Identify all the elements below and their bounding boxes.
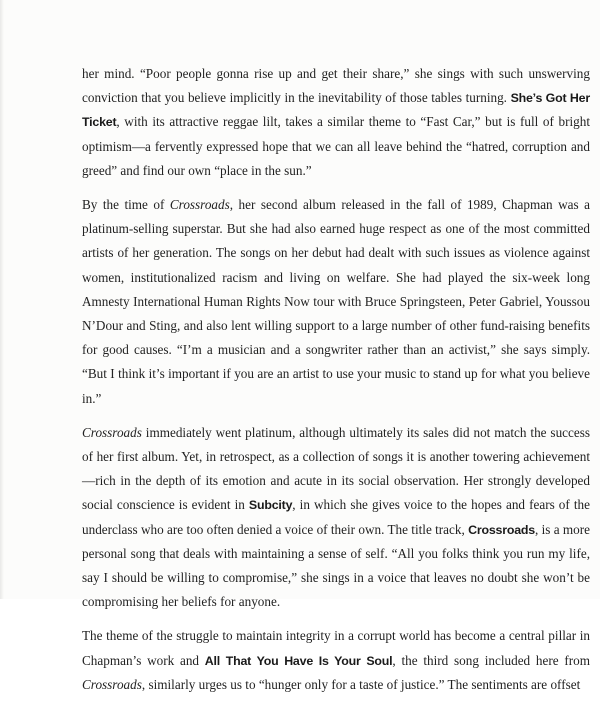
text-run: The theme of the struggle to maintain integrity in a corrupt world has become a central pillar in Chapman’s work and	[82, 628, 590, 668]
song-title-subcity: Subcity	[248, 498, 293, 513]
song-title-shes-got-her-ticket: She’s Got Her Ticket	[82, 91, 590, 130]
text-run: , with its attractive reggae lilt, takes a similar theme to “Fast Car,” but is full of bright optimism—a fervently expressed hope that we can all leave behind the “hatred, corruption and greed” and find our own “place in the sun.”	[82, 114, 590, 178]
paragraph-1	[82, 62, 590, 183]
paragraph-3	[82, 421, 590, 615]
album-title-crossroads: Crossroads	[82, 424, 142, 440]
text-run: , the third song included here from	[392, 652, 591, 668]
song-title-crossroads: Crossroads	[468, 522, 535, 537]
article-body	[82, 62, 590, 707]
text-run: By the time of	[82, 197, 170, 213]
paragraph-4	[82, 624, 590, 697]
paragraph-2	[82, 193, 590, 411]
page-edge-shadow	[0, 0, 4, 599]
album-title-crossroads: Crossroads	[82, 676, 142, 692]
text-run: immediately went platinum, although ultimately its sales did not match the success of her first album. Yet, in retrospect, as a collection of songs it is another towering achievement—rich in the depth of its emotion and acute in its social observation. Her strongly developed social conscience is evident in	[82, 424, 590, 513]
text-run: , is a more personal song that deals with maintaining a sense of self. “All you folks think you run my life, say I should be willing to compromise,” she sings in a voice that leaves no doubt she won’t be compromising her beliefs for anyone.	[82, 521, 590, 610]
text-run: , her second album released in the fall of 1989, Chapman was a platinum-selling superstar. But she had also earned huge respect as one of the most committed artists of her generation. The songs on her debut had dealt with such issues as violence against women, institutionalized racism and living on welfare. She had played the six-week long Amnesty International Human Rights Now tour with Bruce Springsteen, Peter Gabriel, Youssou N’Dour and Sting, and also lent willing support to a large number of other fund-raising benefits for good causes. “I’m a musician and a songwriter rather than an activist,” she says simply. “But I think it’s important if you are an artist to use your music to stand up for what you believe in.”	[82, 197, 590, 406]
text-run: , in which she gives voice to the hopes and fears of the underclass who are too often denied a voice of their own. The title track,	[82, 497, 590, 537]
album-title-crossroads: Crossroads	[169, 197, 230, 213]
song-title-all-that-you-have-is-your-soul: All That You Have Is Your Soul	[204, 653, 393, 668]
text-run: , similarly urges us to “hunger only for a taste of justice.” The sentiments are offset	[141, 676, 581, 692]
text-run: her mind. “Poor people gonna rise up and get their share,” she sings with such unswerving conviction that you believe implicitly in the inevitability of those tables turning.	[82, 66, 590, 106]
